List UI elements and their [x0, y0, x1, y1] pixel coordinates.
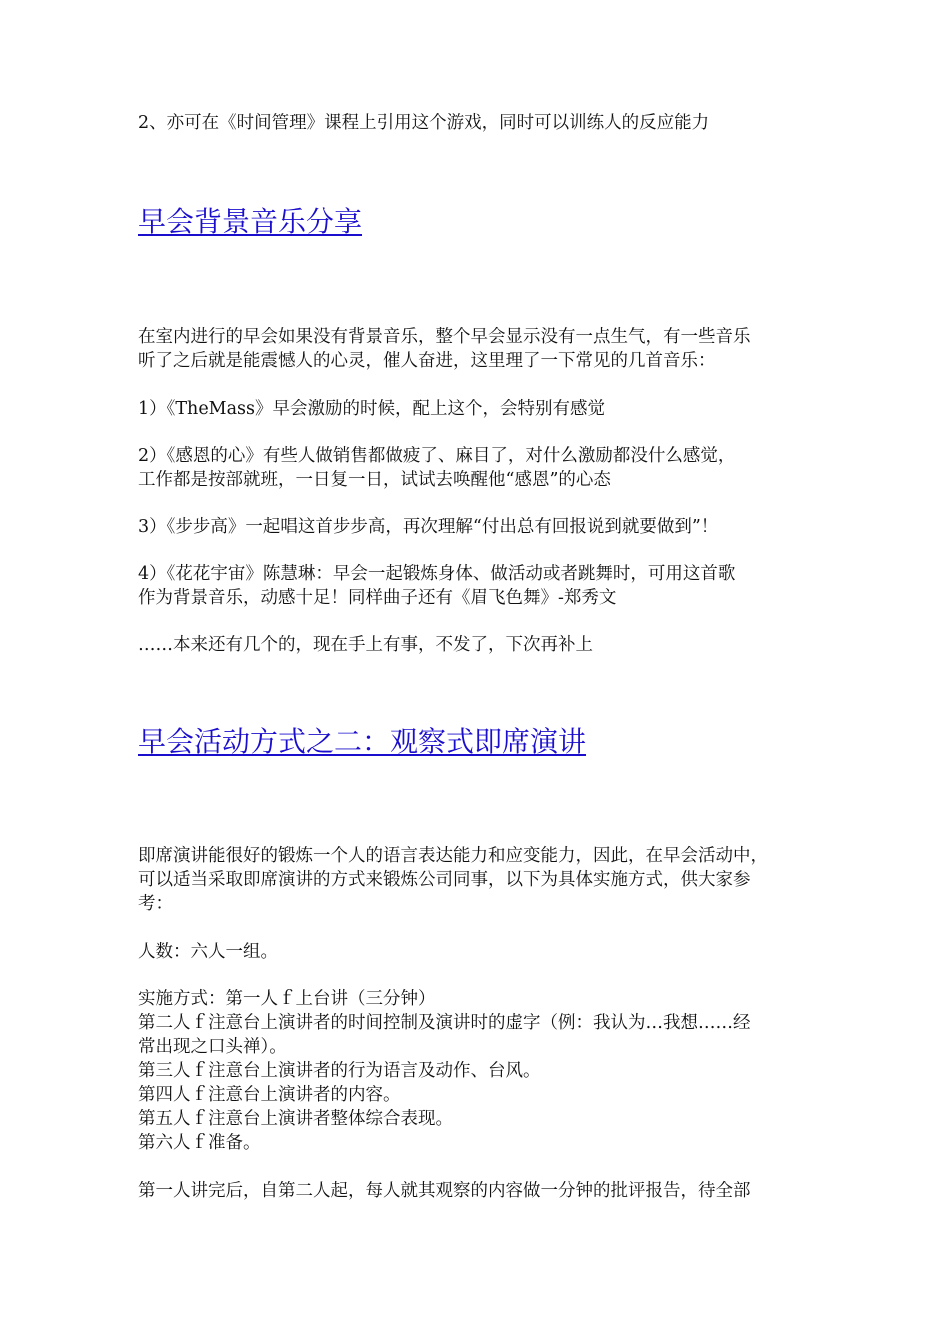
paragraph-line: 在室内进行的早会如果没有背景音乐，整个早会显示没有一点生气，有一些音乐 [138, 327, 751, 347]
paragraph-line: 可以适当采取即席演讲的方式来锻炼公司同事，以下为具体实施方式，供大家参 [138, 870, 751, 890]
method-line: 第五人ｆ注意台上演讲者整体综合表现。 [138, 1109, 453, 1129]
music-item-2-line: 工作都是按部就班，一日复一日，试试去唤醒他“感恩”的心态 [138, 470, 611, 490]
intro-line: 2、亦可在《时间管理》课程上引用这个游戏，同时可以训练人的反应能力 [138, 113, 710, 133]
method-line: 常出现之口头禅）。 [138, 1037, 287, 1057]
method-line: 实施方式：第一人ｆ上台讲（三分钟） [138, 989, 436, 1009]
group-size: 人数：六人一组。 [138, 942, 278, 962]
method-line: 第二人ｆ注意台上演讲者的时间控制及演讲时的虚字（例：我认为…我想……经 [138, 1013, 751, 1033]
heading-impromptu-speech[interactable]: 早会活动方式之二：观察式即席演讲 [138, 725, 587, 758]
paragraph-line: 即席演讲能很好的锻炼一个人的语言表达能力和应变能力，因此，在早会活动中， [138, 846, 768, 866]
music-item-1: 1）《TheMass》早会激励的时候，配上这个，会特别有感觉 [138, 399, 605, 419]
paragraph-line: 第一人讲完后，自第二人起，每人就其观察的内容做一分钟的批评报告，待全部 [138, 1181, 751, 1201]
paragraph-line: 考： [138, 894, 173, 914]
music-item-4-line: 4）《花花宇宙》陈慧琳：早会一起锻炼身体、做活动或者跳舞时，可用这首歌 [138, 564, 736, 584]
paragraph-line: 听了之后就是能震憾人的心灵，催人奋进，这里理了一下常见的几首音乐： [138, 351, 716, 371]
method-line: 第四人ｆ注意台上演讲者的内容。 [138, 1085, 401, 1105]
method-line: 第三人ｆ注意台上演讲者的行为语言及动作、台风。 [138, 1061, 541, 1081]
method-line: 第六人ｆ准备。 [138, 1133, 261, 1153]
closing-note: ……本来还有几个的，现在手上有事，不发了，下次再补上 [138, 635, 593, 655]
music-item-4-line: 作为背景音乐，动感十足！同样曲子还有《眉飞色舞》-郑秀文 [138, 588, 617, 608]
heading-background-music[interactable]: 早会背景音乐分享 [138, 205, 363, 238]
music-item-2-line: 2）《感恩的心》有些人做销售都做疲了、麻目了，对什么激励都没什么感觉， [138, 446, 736, 466]
music-item-3: 3）《步步高》一起唱这首步步高，再次理解“付出总有回报说到就要做到”！ [138, 517, 719, 537]
